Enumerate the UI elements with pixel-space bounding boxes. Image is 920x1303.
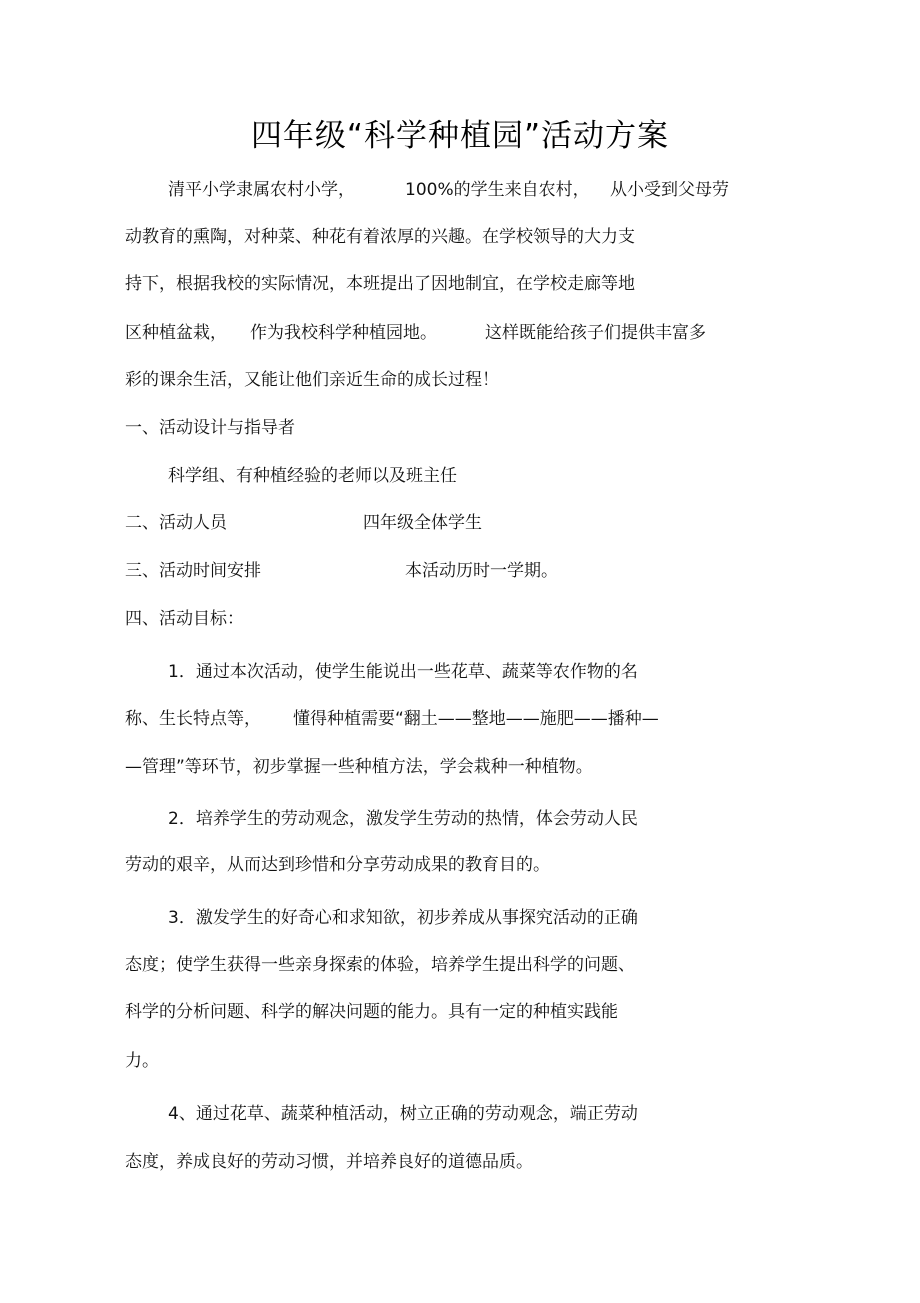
document-title: 四年级“科学种植园”活动方案	[250, 118, 670, 154]
goal-1-line-2-part-2: 懂得种植需要“翻土——整地——施肥——播种—	[293, 709, 659, 729]
intro-line-2: 动教育的熏陶，对种菜、种花有着浓厚的兴趣。在学校领导的大力支	[125, 227, 635, 247]
goal-3-line-2: 态度；使学生获得一些亲身探索的体验，培养学生提出科学的问题、	[125, 955, 635, 975]
section-4-heading: 四、活动目标：	[125, 609, 244, 629]
goal-1-line-2	[0, 707, 920, 731]
section-3-heading: 三、活动时间安排	[125, 561, 261, 581]
goal-3-line-3: 科学的分析问题、科学的解决问题的能力。具有一定的种植实践能	[125, 1002, 618, 1022]
intro-line-4-part-2: 作为我校科学种植园地。	[250, 323, 437, 343]
intro-line-4-part-3: 这样既能给孩子们提供丰富多	[485, 323, 706, 343]
goal-2-line-1: 2．培养学生的劳动观念，激发学生劳动的热情，体会劳动人民	[168, 809, 638, 829]
intro-line-1-part-2: 100%的学生来自农村，	[405, 180, 590, 200]
section-1-content: 科学组、有种植经验的老师以及班主任	[168, 466, 457, 486]
section-3-content: 本活动历时一学期。	[405, 561, 558, 581]
goal-4-line-2: 态度，养成良好的劳动习惯，并培养良好的道德品质。	[125, 1152, 533, 1172]
intro-line-1	[0, 178, 920, 202]
intro-line-4	[0, 321, 920, 345]
intro-line-1-part-3: 从小受到父母劳	[610, 180, 729, 200]
goal-2-line-2: 劳动的艰辛，从而达到珍惜和分享劳动成果的教育目的。	[125, 855, 550, 875]
goal-3-line-1: 3．激发学生的好奇心和求知欲，初步养成从事探究活动的正确	[168, 908, 638, 928]
section-2-content: 四年级全体学生	[363, 513, 482, 533]
section-1-heading: 一、活动设计与指导者	[125, 418, 295, 438]
goal-1-line-1: 1．通过本次活动，使学生能说出一些花草、蔬菜等农作物的名	[168, 662, 638, 682]
goal-3-line-4: 力。	[125, 1051, 159, 1071]
intro-line-3: 持下，根据我校的实际情况，本班提出了因地制宜，在学校走廊等地	[125, 274, 635, 294]
intro-line-5: 彩的课余生活，又能让他们亲近生命的成长过程！	[125, 370, 499, 390]
goal-1-line-3: —管理”等环节，初步掌握一些种植方法，学会栽种一种植物。	[125, 757, 593, 777]
intro-line-1-part-1: 清平小学隶属农村小学，	[168, 180, 355, 200]
intro-line-4-part-1: 区种植盆栽，	[125, 323, 227, 343]
section-2-heading: 二、活动人员	[125, 513, 227, 533]
goal-4-line-1: 4、通过花草、蔬菜种植活动，树立正确的劳动观念，端正劳动	[168, 1104, 638, 1124]
goal-1-line-2-part-1: 称、生长特点等，	[125, 709, 261, 729]
